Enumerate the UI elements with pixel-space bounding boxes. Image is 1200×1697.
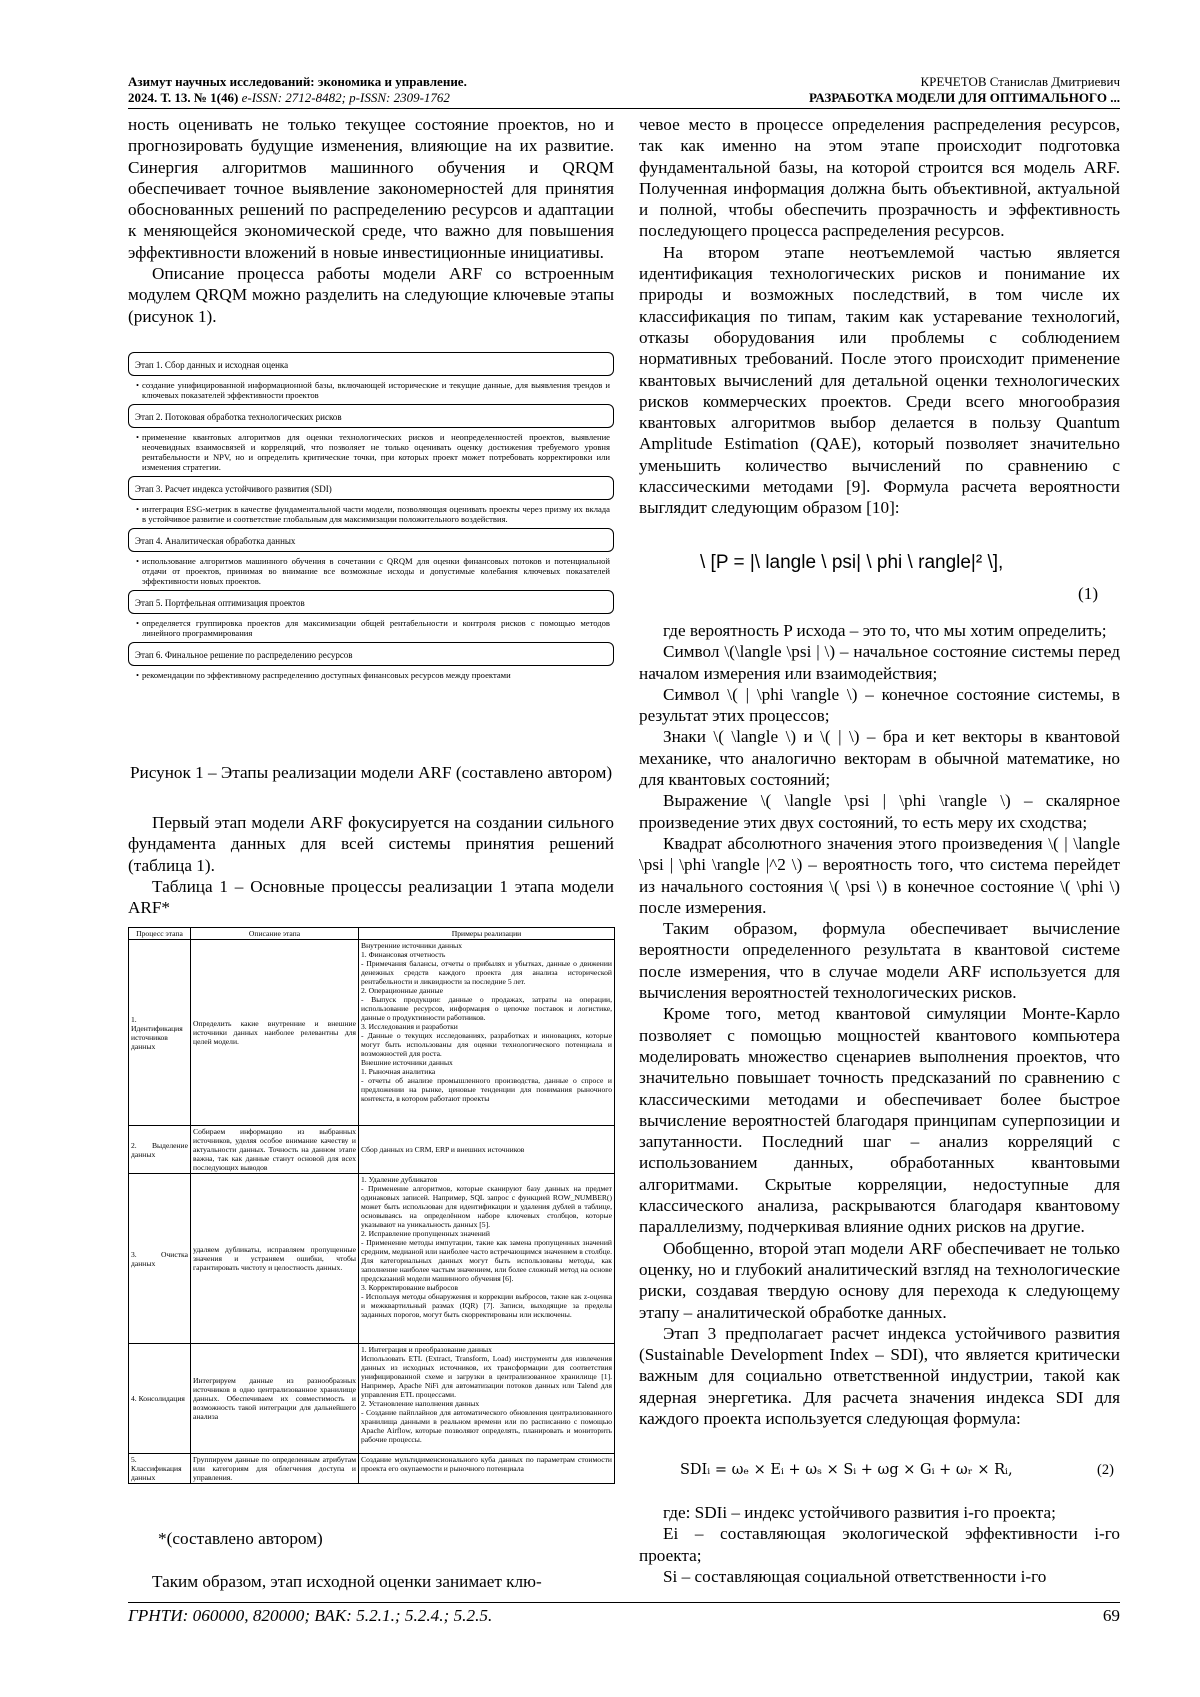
paragraph: Обобщенно, второй этап модели ARF обеспечивает не только оценку, но и глубокий аналитический взгляд на технологические риски, создавая твердую основу для перехода к следующему этапу – аналитической обработке данных. [639, 1238, 1120, 1322]
examples-cell [359, 1126, 615, 1174]
process-cell: 4. Консолидация [129, 1344, 191, 1454]
stage-box: Этап 4. Аналитическая обработка данных [128, 528, 614, 552]
example-line: - отчеты об анализе промышленного производства, данные о спросе и предложении на рынке, ценовые тенденции для понимания рыночного контекста, в котором работают проекты [361, 1076, 612, 1103]
table-row [129, 1174, 615, 1344]
example-line: 2. Операционные данные [361, 986, 443, 995]
left-column [128, 114, 614, 327]
table-header-row [129, 928, 615, 940]
footer-divider [128, 1602, 1120, 1603]
author-name: КРЕЧЕТОВ Станислав Дмитриевич [920, 74, 1120, 89]
example-line: - Выпуск продукции: данные о продажах, затраты на операции, использование ресурсов, информация о цепочке поставок и логистике, данные о продуктивности работников. [361, 995, 612, 1022]
page-number: 69 [1102, 1606, 1120, 1625]
formula-2-number: (2) [1097, 1462, 1114, 1478]
example-line: - Применение алгоритмов, которые сканируют базу данных на предмет одинаковых записей. Например, SQL запрос с функцией ROW_NUMBER() может быть использован для идентификации и удаления дублей в таблице, основываясь на определённом наборе ключевых столбцов, которые указывают на уникальность данных [5]. [361, 1184, 612, 1229]
stage-description: • использование алгоритмов машинного обучения в сочетании с QRQM для оценки финансовых потоков и потенциальной отдачи от проектов, принимая во внимание все возможные исходы и допустимые колебания ключевых показателей эффективности новых проектов. [142, 556, 610, 586]
left-column-mid [128, 812, 614, 918]
formula-1: \ [P = |\ langle \ psi| \ phi \ rangle|² \], [700, 552, 1004, 573]
stage-box: Этап 2. Потоковая обработка технологических рисков [128, 404, 614, 428]
paragraph: Символ \(\langle \psi | \) – начальное состояние системы перед началом измерения или взаимодействия; [639, 642, 1120, 683]
examples-cell [359, 1454, 615, 1484]
figure-1-stages [128, 352, 614, 684]
example-line: - Данные о текущих исследованиях, разработках и инновациях, которые могут быть использованы для оценки технологического потенциала и возможностей для роста. [361, 1031, 612, 1058]
stage-box: Этап 1. Сбор данных и исходная оценка [128, 352, 614, 376]
paragraph: Символ \( | \phi \rangle \) – конечное состояние системы, в результат этих процессов; [639, 684, 1120, 726]
table-1 [128, 927, 615, 1484]
footer-codes: ГРНТИ: 060000, 820000; ВАК: 5.2.1.; 5.2.4.; 5.2.5. [128, 1606, 493, 1625]
example-line: 2. Установление наполнения данных [361, 1399, 480, 1408]
header-journal [128, 74, 648, 106]
stage-description: • определяется группировка проектов для максимизации общей рентабельности и контроля рисков с помощью методов линейного программирования [142, 618, 610, 638]
header-divider [128, 108, 1120, 109]
process-cell: 3. Очистка данных [129, 1174, 191, 1344]
paragraph: Выражение \( \langle \psi | \phi \rangle \) – скалярное произведение этих двух состояний, то есть меру их сходства; [639, 791, 1120, 832]
description-cell: удаляем дубликаты, исправляем пропущенные значения и устраняем ошибки, чтобы гарантировать чистоту и целостность данных. [191, 1174, 359, 1344]
description-cell: Группируем данные по определенным атрибутам или категориям для облегчения доступа и управления. [191, 1454, 359, 1484]
issue-number: 2024. Т. 13. № 1(46) [128, 90, 239, 105]
description-cell: Собираем информацию из выбранных источников, уделяя особое внимание качеству и актуальности данных. Точность на данном этапе важна, так как данные станут основой для всех последующих выводов [191, 1126, 359, 1174]
example-line: Внешние источники данных [361, 1058, 453, 1067]
example-line: - Применение методы импутации, такие как замена пропущенных значений средним, медианой или наиболее часто встречающимся значением в столбце. Для категориальных данных могут быть использованы методы, как заполнение наиболее частым значением, или более сложный метод на основе предсказаний модели машинного обучения [6]. [361, 1238, 612, 1283]
example-line: Сбор данных из CRM, ERP и внешних источников [361, 1145, 525, 1154]
table-row [129, 1126, 615, 1174]
example-line: 1. Рыночная аналитика [361, 1067, 436, 1076]
figure-caption: Рисунок 1 – Этапы реализации модели ARF (составлено автором) [129, 763, 613, 782]
example-line: 3. Корректирование выбросов [361, 1283, 458, 1292]
example-line: - Примечания балансы, отчеты о прибылях и убытках, данные о движении денежных средств каждого проекта для анализа исторической рентабельности и ликвидности за последние 5 лет. [361, 959, 612, 986]
formula-1-number: (1) [1078, 584, 1099, 603]
header-article [600, 74, 1120, 106]
stage-box: Этап 5. Портфельная оптимизация проектов [128, 590, 614, 614]
paragraph: Первый этап модели ARF фокусируется на создании сильного фундамента данных для всей системы принятия решений (таблица 1). [128, 813, 614, 875]
paragraph: чевое место в процессе определения распределения ресурсов, так как именно на этом этапе происходит подготовка фундаментальной базы, на которой строится вся модель ARF. Полученная информация должна быть объективной, актуальной и полной, чтобы обеспечить прозрачность и эффективность последующего процесса распределения ресурсов. [639, 115, 1120, 241]
process-cell: 2. Выделение данных [129, 1126, 191, 1174]
paragraph: Si – составляющая социальной ответственности i-го [663, 1566, 1047, 1586]
description-cell: Определить какие внутренние и внешние источники данных наиболее релевантны для целей модели. [191, 940, 359, 1126]
paragraph: Ei – составляющая экологической эффективности i-го проекта; [639, 1524, 1120, 1565]
example-line: Создание мультидименсионального куба данных по параметрам стоимости проекта его окупаемости и рыночного потенциала [361, 1455, 612, 1473]
right-column-bottom [639, 1502, 1120, 1587]
journal-name: Азимут научных исследований: экономика и управление. [128, 74, 467, 89]
paragraph: Кроме того, метод квантовой симуляции Монте-Карло позволяет с помощью мощностей квантового компьютера моделировать множество сценариев выполнения проектов, что значительно повышает точность предсказаний по сравнению с классическими методами и обеспечивает более быстрое вычисление вероятностей благодаря принципам суперпозиции и запутанности. Последний шаг – анализ корреляций с использованием данных, обработанных квантовыми алгоритмами. Скрытые корреляции, недоступные для классического анализа, раскрываются благодаря квантовому параллелизму, подчеркивая влияние одних рисков на другие. [639, 1004, 1120, 1237]
column-header: Описание этапа [191, 928, 359, 940]
table-row [129, 1344, 615, 1454]
examples-cell [359, 1344, 615, 1454]
table-row [129, 940, 615, 1126]
column-header: Примеры реализации [359, 928, 615, 940]
examples-cell [359, 940, 615, 1126]
process-cell: 5. Классификация данных [129, 1454, 191, 1484]
example-line: Использовать ETL (Extract, Transform, Load) инструменты для извлечения данных из исходных источников, их трансформации для соответствия унифицированной схеме и загрузки в централизованное хранилище [1]. Например, Apache NiFi для автоматизации потоков данных или Talend для управления ETL процессами. [361, 1354, 612, 1399]
stage-box: Этап 3. Расчет индекса устойчивого развития (SDI) [128, 476, 614, 500]
table-caption: Таблица 1 – Основные процессы реализации 1 этапа модели ARF* [128, 876, 614, 918]
example-line: 1. Интеграция и преобразование данных [361, 1345, 492, 1354]
example-line: - Создание пайплайнов для автоматического обновления централизованного хранилища данными в реальном времени или по расписанию с помощью Apache Airflow, которые позволяют определять, планировать и мониторить рабочие процессы. [361, 1408, 612, 1444]
example-line: 3. Исследования и разработки [361, 1022, 458, 1031]
article-title: РАЗРАБОТКА МОДЕЛИ ДЛЯ ОПТИМАЛЬНОГО ... [809, 90, 1120, 105]
paragraph: где: SDIi – индекс устойчивого развития i-го проекта; [663, 1503, 1056, 1522]
column-header: Процесс этапа [129, 928, 191, 940]
paragraph: Таким образом, формула обеспечивает вычисление вероятности определенного результата в квантовой системе после измерения, что в случае модели ARF используется для вычисления вероятностей технологических рисков. [639, 919, 1120, 1003]
paragraph: Знаки \( \langle \) и \( | \) – бра и кет векторы в квантовой механике, что аналогично векторам в обычной математике, но для квантовых состояний; [639, 727, 1120, 790]
paragraph: Квадрат абсолютного значения этого произведения \( | \langle \psi | \phi \rangle |^2 \) – вероятность того, что система перейдет из начального состояния \( \psi \) в конечное состояние \( \phi \) после измерения. [639, 833, 1120, 917]
example-line: 1. Финансовая отчетность [361, 950, 446, 959]
right-column-mid [639, 620, 1120, 1429]
formula-2: SDIᵢ = ωₑ × Eᵢ + ωₛ × Sᵢ + ωg × Gᵢ + ωᵣ × Rᵢ, [680, 1462, 1013, 1478]
stage-description: • создание унифицированной информационной базы, включающей исторические и текущие данные, для выявления трендов и ключевых показателей эффективности проектов [142, 380, 610, 400]
paragraph: Этап 3 предполагает расчет индекса устойчивого развития (Sustainable Development Index – SDI), что является критически важным для социально ответственной индустрии, такой как ядерная энергетика. Для расчета значения индекса SDI для каждого проекта используется следующая формула: [639, 1323, 1120, 1428]
example-line: - Используя методы обнаружения и коррекции выбросов, такие как z-оценка и межквартильный размах (IQR) [7]. Записи, выходящие за пределы заданных порогов, могут быть скорректированы или исключены. [361, 1292, 612, 1319]
stage-description: • рекомендации по эффективному распределению доступных финансовых ресурсов между проектами [142, 670, 610, 680]
description-cell: Интегрируем данные из разнообразных источников в одно централизованное хранилище данных. Обеспечиваем их совместимость и возможность такой интеграции для дальнейшего анализа [191, 1344, 359, 1454]
paragraph: ность оценивать не только текущее состояние проектов, но и прогнозировать будущие изменения, влияющие на их развитие. Синергия алгоритмов машинного обучения и QRQM обеспечивает точное выявление закономерностей для принятия обоснованных решений по распределению ресурсов и адаптации к меняющейся экономической среде, что важно для повышения эффективности вложений в новые инвестиционные инициативы. [128, 115, 614, 262]
right-column-top [639, 114, 1120, 519]
paragraph: Описание процесса работы модели ARF со встроенным модулем QRQM можно разделить на следующие ключевые этапы (рисунок 1). [128, 264, 614, 326]
example-line: 2. Исправление пропущенных значений [361, 1229, 490, 1238]
stage-description: • интеграция ESG-метрик в качестве фундаментальной части модели, позволяющая оценивать проекты через призму их вклада в устойчивое развитие и соответствие глобальным для максимизации положительного воздействия. [142, 504, 610, 524]
issn: e-ISSN: 2712-8482; p-ISSN: 2309-1762 [238, 90, 450, 105]
examples-cell [359, 1174, 615, 1344]
stage-description: • применение квантовых алгоритмов для оценки технологических рисков и неопределенностей проектов, выявление неочевидных взаимосвязей и корреляций, что позволяет не только оценивать оценку достижения требуемого уровня рентабельности и NPV, но и определить критические точки, при которых проект может потребовать корректировки или изменения стратегии. [142, 432, 610, 472]
paragraph: На втором этапе неотъемлемой частью является идентификация технологических рисков и понимание их природы и возможных последствий, в том числе их классификация по типам, таким как устаревание технологий, отказы оборудования или проблемы с соблюдением нормативных требований. После этого происходит применение квантовых вычислений для детальной оценки технологических рисков коммерческих проектов. Среди всего многообразия квантовых алгоритмов выбор делается в пользу Quantum Amplitude Estimation (QAE), который позволяет значительно уменьшить количество вычислений по сравнению с классическими методами [9]. Формула расчета вероятности выглядит следующим образом [10]: [639, 242, 1120, 518]
process-cell: 1. Идентификация источников данных [129, 940, 191, 1126]
stage-box: Этап 6. Финальное решение по распределению ресурсов [128, 642, 614, 666]
paragraph: где вероятность P исхода – это то, что мы хотим определить; [663, 621, 1107, 640]
example-line: 1. Удаление дубликатов [361, 1175, 438, 1184]
journal-issue [128, 90, 648, 106]
table-note: *(составлено автором) [158, 1529, 323, 1548]
example-line: Внутренние источники данных [361, 941, 463, 950]
paragraph: Таким образом, этап исходной оценки занимает клю- [152, 1572, 542, 1591]
table-row [129, 1454, 615, 1484]
